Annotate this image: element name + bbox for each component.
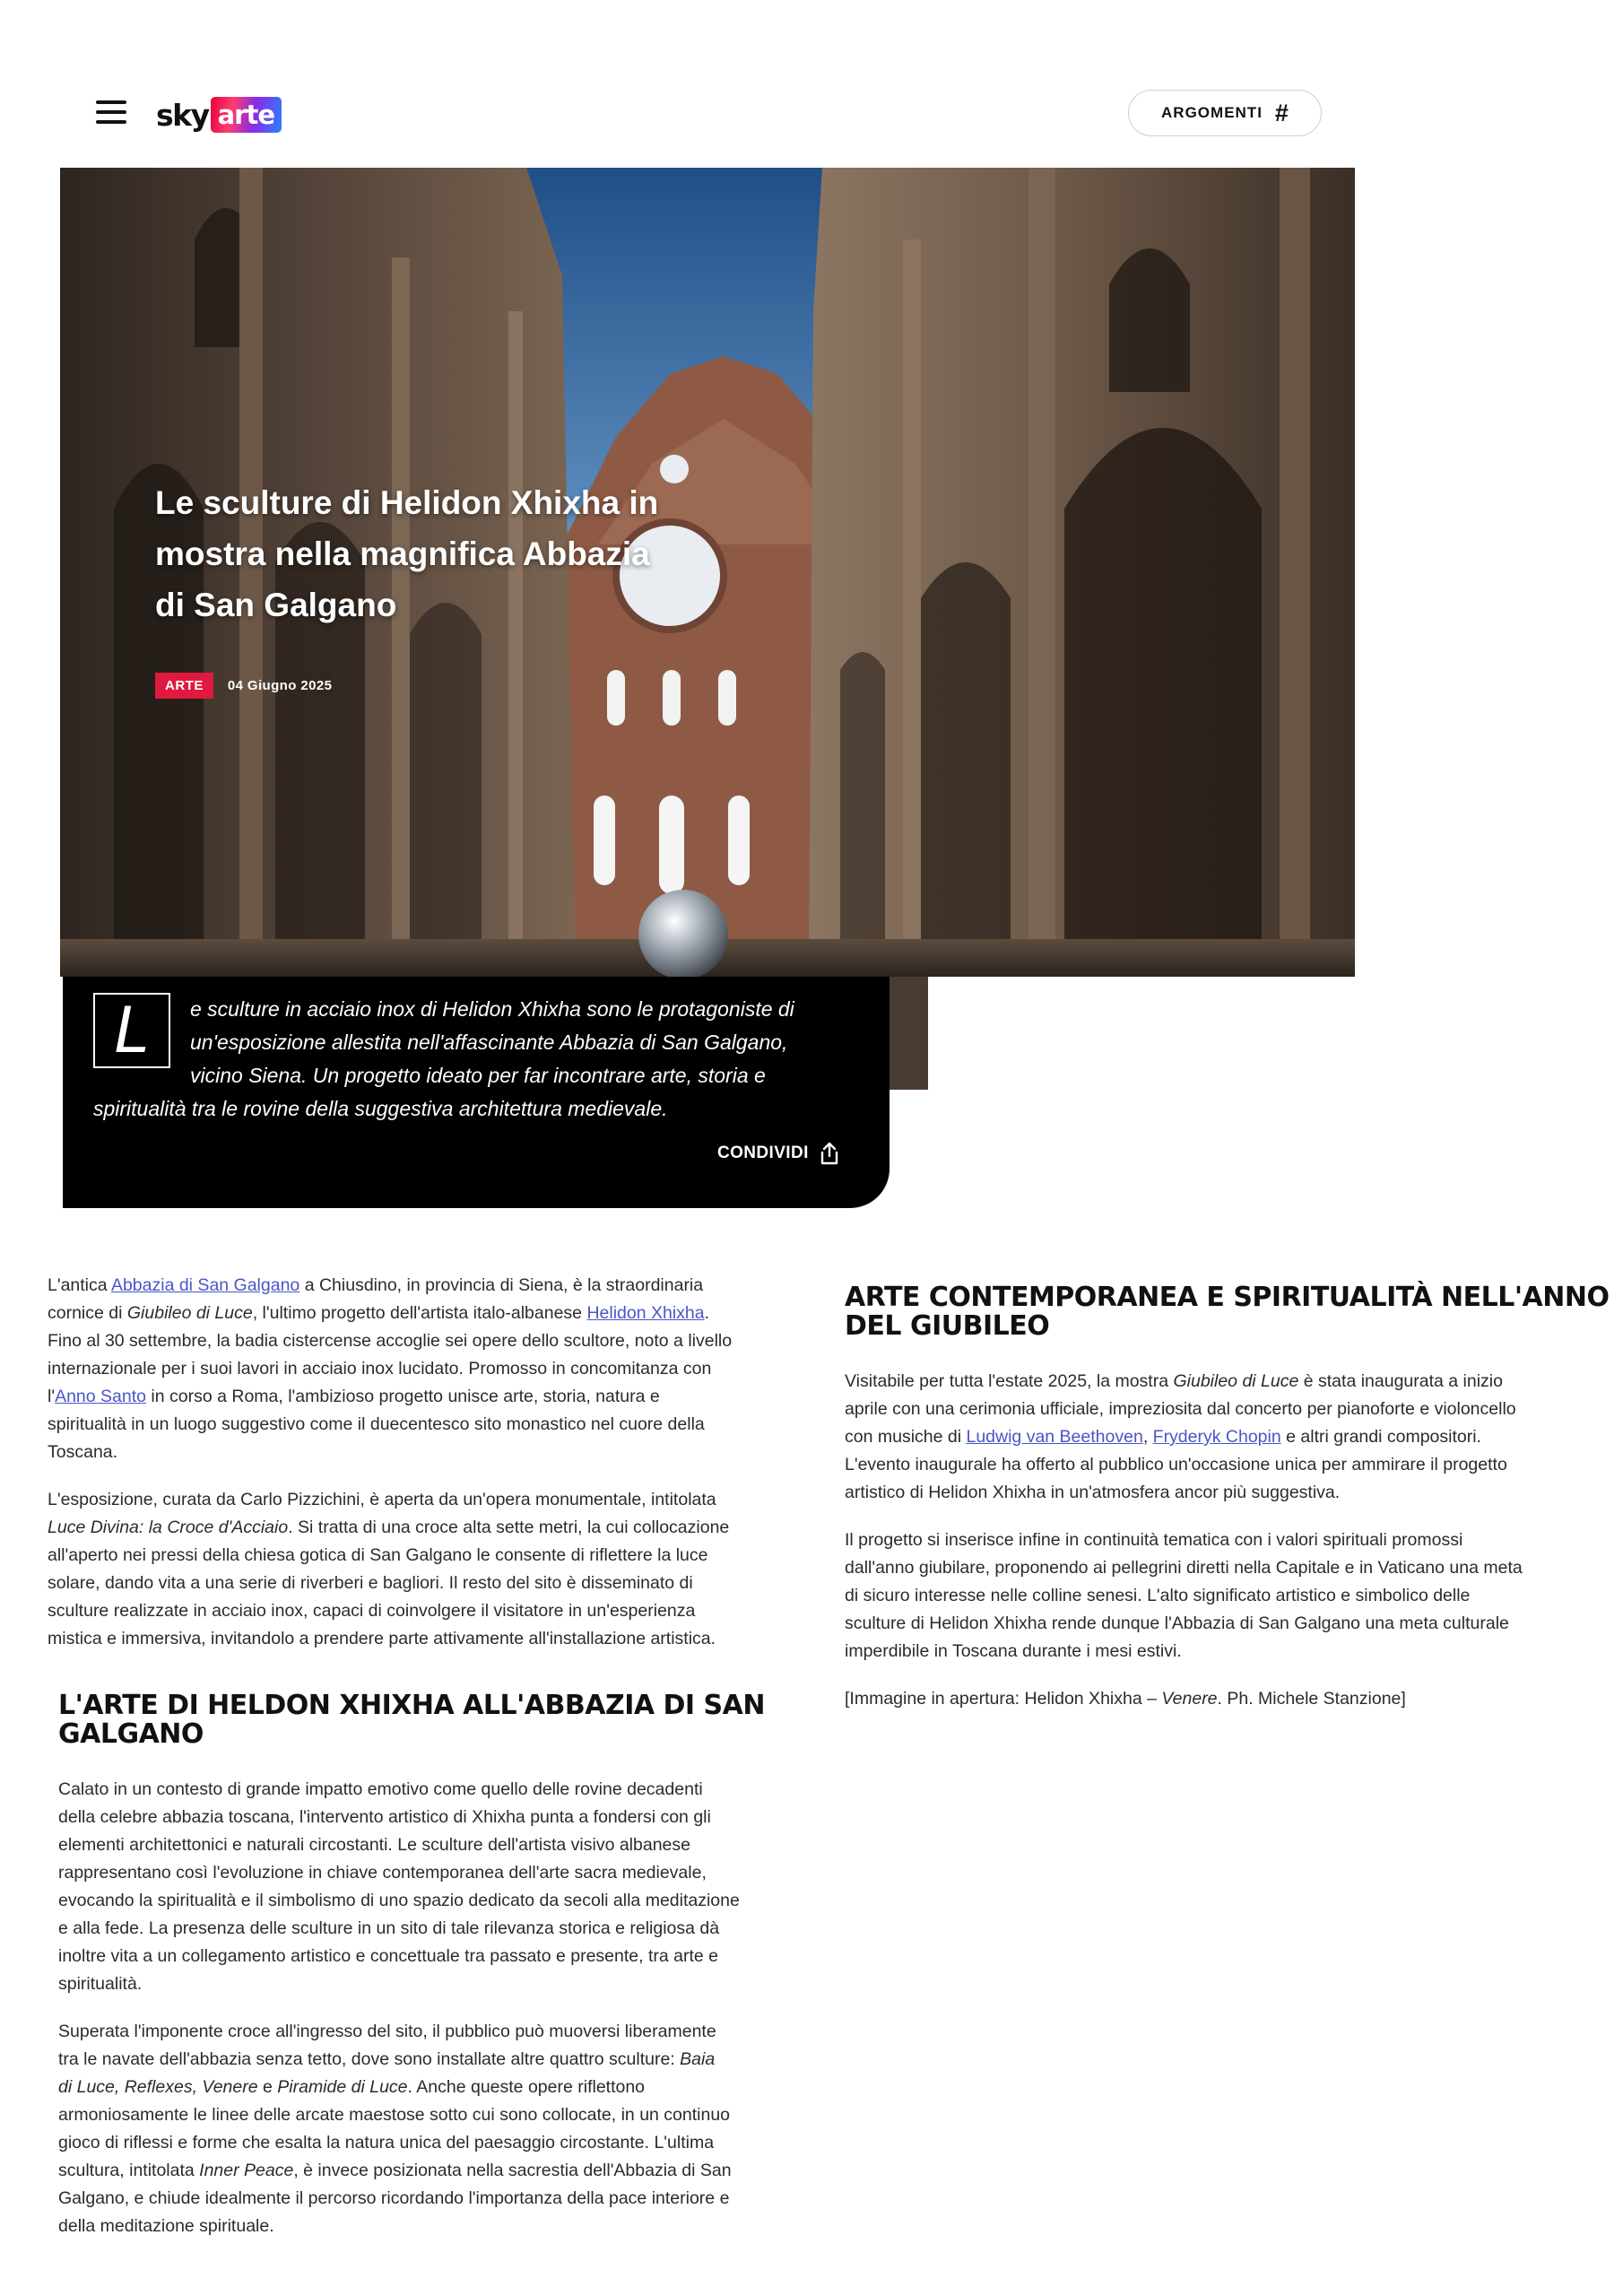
article-left-part1 [48, 1272, 837, 1673]
link-anno-santo[interactable]: Anno Santo [55, 1387, 146, 1406]
paragraph: L'esposizione, curata da Carlo Pizzichini, è aperta da un'opera monumentale, intitolata Luce Divina: la Croce d'Acciaio. Si tratta di una croce alta sette metri, la cui collocazione all'aperto nei pressi della chiesa gotica di San Galgano le consente di riflettere la luce solare, dando vita a una serie di riverberi e bagliori. Il resto del sito è disseminato di sculture realizzate in acciaio inox, capaci di coinvolgere il visitatore in un'esperienza mistica e immersiva, invitandolo a prendere parte attivamente all'installazione artistica. [48, 1490, 730, 1648]
article-title [155, 477, 693, 631]
hero-image [60, 168, 1355, 977]
link-helidon-xhixha[interactable]: Helidon Xhixha [586, 1303, 705, 1323]
sky-arte-logo[interactable] [156, 95, 282, 135]
paragraph: L'antica Abbazia di San Galgano a Chiusdino, in provincia di Siena, è la straordinaria cornice di Giubileo di Luce, l'ultimo progetto dell'artista italo-albanese Helidon Xhixha. Fino al 30 settembre, la badia cistercense accoglie sei opere dello scultore, noto a livello internazionale per i suoi lavori in acciaio inox lucidato. Promosso in concomitanza con l'Anno Santo in corso a Roma, l'ambizioso progetto unisce arte, storia, natura e spiritualità in un luogo suggestivo come il duecentesco sito monastico nel cuore della Toscana. [48, 1275, 733, 1462]
paragraph: Il progetto si inserisce infine in continuità tematica con i valori spirituali promossi dall'anno giubilare, proponendo ai pellegrini diretti nella Capitale e in Vaticano una meta di sicuro interesse nelle colline senesi. L'alto significato artistico e simbolico delle sculture di Helidon Xhixha rende dunque l'Abbazia di San Galgano una meta culturale imperdibile in Toscana durante i mesi estivi. [845, 1530, 1523, 1661]
paragraph: Calato in un contesto di grande impatto emotivo come quello delle rovine decadenti della celebre abbazia toscana, l'intervento artistico di Xhixha punta a fondersi con gli elementi architettonici e naturali circostanti. Le sculture dell'artista visivo albanese rappresentano così l'evoluzione in chiave contemporanea dell'arte sacra medievale, evocando la spiritualità e il simbolismo di uno spazio dedicato da secoli alla meditazione e alla fede. La presenza delle sculture in un sito di tale rilevanza storica e religiosa dà inoltre vita a un collegamento artistico e concettuale tra passato e presente, tra arte e spiritualità. [58, 1779, 740, 1994]
hero-image-edge [890, 977, 928, 1090]
section-heading: ARTE CONTEMPORANEA E SPIRITUALITÀ NELL'ANNO DEL GIUBILEO [845, 1282, 1610, 1342]
link-abbazia[interactable]: Abbazia di San Galgano [110, 1275, 300, 1295]
intro-line: e sculture in acciaio inox di Helidon Xhixha sono le protagoniste di [190, 997, 794, 1021]
intro-text [93, 993, 864, 1126]
link-chopin[interactable]: Fryderyk Chopin [1152, 1427, 1281, 1447]
title-line: di San Galgano [155, 587, 397, 623]
image-caption: [Immagine in apertura: Helidon Xhixha – Venere. Ph. Michele Stanzione] [845, 1689, 1406, 1709]
link-beethoven[interactable]: Ludwig van Beethoven [966, 1427, 1143, 1447]
title-line: Le sculture di Helidon Xhixha in [155, 484, 659, 521]
paragraph: Visitabile per tutta l'estate 2025, la mostra Giubileo di Luce è stata inaugurata a inizio aprile con una cerimonia ufficiale, impreziosita dal concerto per pianoforte e violoncello con musiche di Ludwig van Beethoven, Fryderyk Chopin e altri grandi compositori. L'evento inaugurale ha offerto al pubblico un'occasione unica per ammirare il progetto artistico di Helidon Xhixha in un'atmosfera ancor più suggestiva. [845, 1371, 1516, 1502]
argomenti-button[interactable] [1128, 90, 1322, 136]
section-heading: L'ARTE DI HELDON XHIXHA ALL'ABBAZIA DI SAN GALGANO [58, 1690, 765, 1750]
intro-box [63, 977, 890, 1208]
share-button[interactable] [717, 1142, 839, 1165]
paragraph: Superata l'imponente croce all'ingresso del sito, il pubblico può muoversi liberamente tra le navate dell'abbazia senza tetto, dove sono installate altre quattro sculture: Baia di Luce, Reflexes, Venere e Piramide di Luce. Anche queste opere riflettono armoniosamente le linee delle arcate maestose sotto cui sono collocate, in un continuo gioco di riflessi e forme che esalta la natura unica del paesaggio circostante. L'ultima scultura, intitolata Inner Peace, è invece posizionata nella sacrestia dell'Abbazia di San Galgano, e chiude idealmente il percorso ricordando l'importanza della pace interiore e della meditazione spirituale. [58, 2022, 732, 2236]
article-meta [155, 673, 332, 699]
article-right-column [845, 1283, 1616, 1733]
category-badge[interactable]: ARTE [155, 673, 213, 699]
hash-icon: # [1274, 99, 1289, 126]
share-upload-icon [820, 1142, 839, 1165]
dropcap-letter: L [93, 993, 170, 1068]
logo-sky-text: sky [156, 97, 209, 133]
intro-line: spiritualità tra le rovine della suggestiva architettura medievale. [93, 1097, 668, 1120]
intro-line: vicino Siena. Un progetto ideato per far incontrare arte, storia e [190, 1064, 766, 1087]
hamburger-menu-icon[interactable] [96, 100, 126, 124]
title-line: mostra nella magnifica Abbazia [155, 535, 650, 572]
article-left-part2 [58, 1692, 847, 2260]
intro-line: un'esposizione allestita nell'affascinante Abbazia di San Galgano, [190, 1031, 788, 1054]
share-label: CONDIVIDI [717, 1144, 809, 1162]
argomenti-label: ARGOMENTI [1161, 104, 1263, 121]
publish-date: 04 Giugno 2025 [227, 678, 333, 693]
logo-arte-text: arte [211, 97, 282, 133]
